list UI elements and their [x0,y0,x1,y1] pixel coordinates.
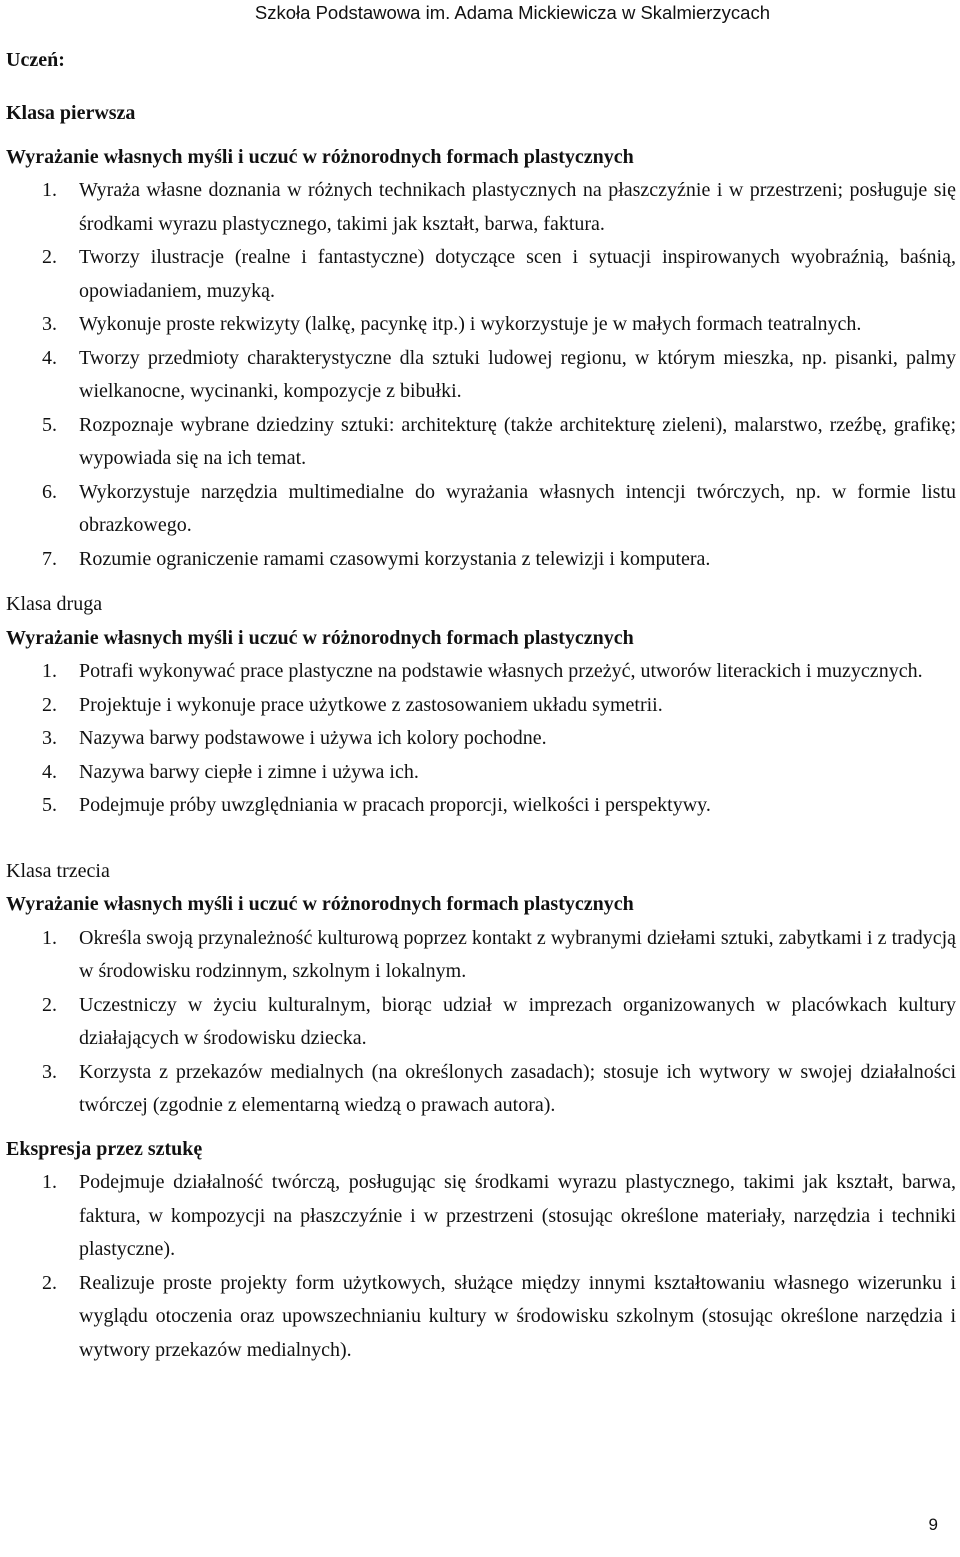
list-item-number: 5. [42,794,57,816]
student-label: Uczeń: [6,49,65,71]
list-item [6,789,956,823]
list-item-number: 3. [42,313,57,335]
list-item-number: 1. [42,660,57,682]
list-item [6,476,956,543]
list-item-text: Tworzy przedmioty charakterystyczne dla sztuki ludowej regionu, w którym mieszka, np. pisanki, palmy wielkanocne, wycinanki, kompozycje z bibułki. [79,346,956,402]
list-item-number: 7. [42,547,57,570]
list-item-text: Potrafi wykonywać prace plastyczne na podstawie własnych przeżyć, utworów literackich i muzycznych. [79,660,923,682]
expression-list [6,1166,956,1367]
list-item-text: Wykorzystuje narzędzia multimedialne do wyrażania własnych intencji twórczych, np. w formie listu obrazkowego. [79,480,956,536]
list-item-text: Określa swoją przynależność kulturową poprzez kontakt z wybranymi dziełami sztuki, zabytkami i z tradycją w środowisku rodzinnym, szkolnym i lokalnym. [79,926,956,982]
list-item-text: Realizuje proste projekty form użytkowych, służące między innymi kształtowaniu własnego wizerunku i wyglądu otoczenia oraz upowszechnianiu kultury w środowisku szkolnym (stosując określone narzędzia i wytwory przekazów medialnych). [79,1271,956,1361]
list-item-number: 4. [42,346,57,369]
list-item [6,174,956,241]
grade2-list [6,655,956,823]
list-item [6,308,956,342]
list-item-text: Uczestniczy w życiu kulturalnym, biorąc udział w imprezach organizowanych w placówkach kultury działających w środowisku dziecka. [79,993,956,1049]
list-item-number: 1. [42,1171,57,1193]
list-item [6,1056,956,1123]
list-item [6,241,956,308]
list-item [6,689,956,723]
grade2-title: Klasa druga [6,593,103,615]
list-item [6,655,956,689]
grade2-section-title: Wyrażanie własnych myśli i uczuć w różnorodnych formach plastycznych [6,626,634,649]
document-body [6,44,956,1367]
list-item [6,989,956,1056]
list-item-text: Rozpoznaje wybrane dziedziny sztuki: architekturę (także architekturę zieleni), malarstwo, rzeźbę, grafikę; wypowiada się na ich temat. [79,413,956,469]
list-item [6,409,956,476]
list-item-number: 2. [42,246,57,268]
list-item-number: 3. [42,727,57,749]
list-item-text: Podejmuje działalność twórczą, posługując się środkami wyrazu plastycznego, takimi jak kształt, barwa, faktura, w kompozycji na płaszczyźnie i w przestrzeni (stosując określone materiały, narzędzia i techniki plastyczne). [79,1171,956,1260]
list-item-number: 5. [42,413,57,436]
list-item-text: Wyraża własne doznania w różnych technikach plastycznych na płaszczyźnie i w przestrzeni; posługuje się środkami wyrazu plastycznego, takimi jak kształt, barwa, faktura. [79,179,956,235]
list-item [6,1267,956,1368]
grade1-section-title: Wyrażanie własnych myśli i uczuć w różnorodnych formach plastycznych [6,145,634,168]
list-item-number: 3. [42,1060,57,1083]
list-item-number: 1. [42,179,57,201]
list-item [6,1166,956,1267]
list-item-text: Nazywa barwy podstawowe i używa ich kolory pochodne. [79,727,547,749]
list-item-text: Tworzy ilustracje (realne i fantastyczne) dotyczące scen i sytuacji inspirowanych wyobraźnią, baśnią, opowiadaniem, muzyką. [79,246,956,302]
list-item-text: Rozumie ograniczenie ramami czasowymi korzystania z telewizji i komputera. [79,547,711,570]
list-item-number: 2. [42,993,57,1016]
list-item [6,722,956,756]
list-item-number: 6. [42,480,57,503]
expression-title: Ekspresja przez sztukę [6,1137,203,1160]
list-item-number: 4. [42,760,57,783]
list-item-text: Podejmuje próby uwzględniania w pracach proporcji, wielkości i perspektywy. [79,794,711,816]
list-item [6,922,956,989]
page-number: 9 [928,1515,938,1534]
list-item [6,342,956,409]
grade3-section-title: Wyrażanie własnych myśli i uczuć w różnorodnych formach plastycznych [6,893,634,915]
list-item-text: Projektuje i wykonuje prace użytkowe z zastosowaniem układu symetrii. [79,693,663,716]
grade3-list [6,922,956,1123]
list-item [6,756,956,790]
list-item-text: Nazywa barwy ciepłe i zimne i używa ich. [79,760,419,783]
list-item-number: 2. [42,693,57,716]
list-item-number: 1. [42,926,57,949]
grade3-title: Klasa trzecia [6,859,110,882]
list-item-text: Korzysta z przekazów medialnych (na określonych zasadach); stosuje ich wytwory w swojej działalności twórczej (zgodnie z elementarną wiedzą o prawach autora). [79,1060,956,1116]
grade1-title: Klasa pierwsza [6,102,136,124]
page-header: Szkoła Podstawowa im. Adama Mickiewicza w Skalmierzycach [254,2,770,23]
grade1-list [6,174,956,576]
list-item [6,543,956,577]
list-item-number: 2. [42,1271,57,1294]
list-item-text: Wykonuje proste rekwizyty (lalkę, pacynkę itp.) i wykorzystuje je w małych formach teatralnych. [79,313,862,335]
